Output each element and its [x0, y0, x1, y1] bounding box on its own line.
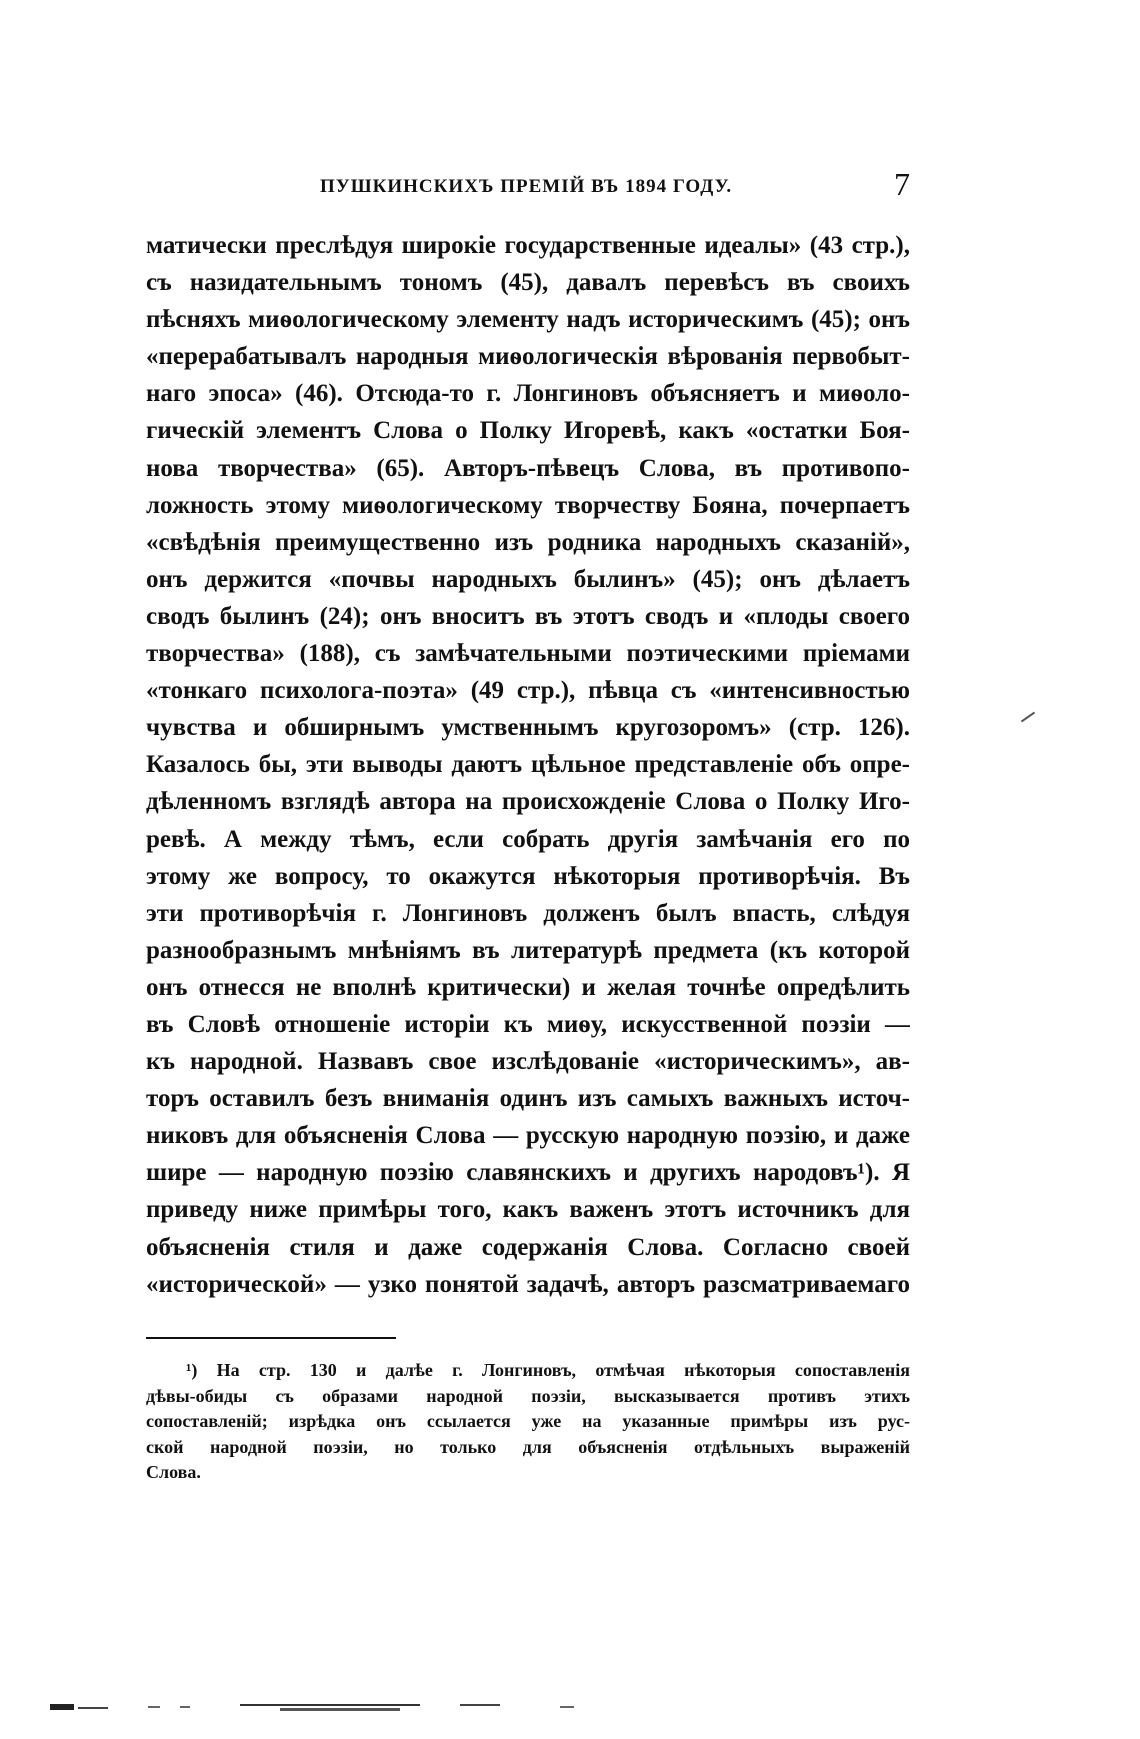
text-line: «тонкаго психолога-поэта» (49 стр.), пѣвца съ «интенсивностью — [146, 677, 910, 705]
scan-smudge — [50, 1704, 74, 1710]
text-line: шире — народную поэзію славянскихъ и другихъ народовъ¹). Я — [146, 1159, 910, 1187]
scan-smudge — [180, 1706, 190, 1708]
text-line: творчества» (188), съ замѣчательными поэтическими пріемами — [146, 640, 910, 668]
page-header — [150, 166, 910, 212]
scan-smudge — [280, 1708, 400, 1711]
text-line: пѣсняхъ миѳологическому элементу надъ историческимъ (45); онъ — [146, 306, 910, 334]
text-line: ложность этому миѳологическому творчеству Бояна, почерпаетъ — [146, 491, 910, 519]
text-line: сводъ былинъ (24); онъ вноситъ въ этотъ сводъ и «плоды своего — [146, 602, 910, 630]
text-line: «свѣдѣнія преимущественно изъ родника народныхъ сказаній», — [146, 528, 910, 556]
footnote-line: ¹) На стр. 130 и далѣе г. Лонгиновъ, отмѣчая нѣкоторыя сопоставленія — [186, 1360, 910, 1380]
text-line: матически преслѣдуя широкіе государственные идеалы» (43 стр.), — [146, 232, 910, 259]
text-line: ревѣ. А между тѣмъ, если собрать другія замѣчанія его по — [146, 825, 910, 853]
scan-smudge — [460, 1704, 500, 1706]
text-line: къ народной. Назвавъ свое изслѣдованіе «историческимъ», ав- — [146, 1048, 910, 1076]
text-line: этому же вопросу, то окажутся нѣкоторыя противорѣчія. Въ — [146, 862, 910, 890]
footnote-divider — [146, 1337, 396, 1339]
text-line: приведу ниже примѣры того, какъ важенъ этотъ источникъ для — [146, 1196, 910, 1224]
text-line: эти противорѣчія г. Лонгиновъ долженъ былъ впасть, слѣдуя — [146, 899, 910, 927]
text-line: чувства и обширнымъ умственнымъ кругозоромъ» (стр. 126). — [146, 714, 910, 742]
scan-smudge — [560, 1706, 574, 1708]
text-line: въ Словѣ отношеніе исторіи къ миѳу, искусственной поэзіи — — [146, 1010, 910, 1038]
text-line: гическій элементъ Слова о Полку Игоревѣ, какъ «остатки Боя- — [146, 417, 910, 445]
main-text — [146, 227, 910, 1303]
footnote-line: дѣвы-обиды съ образами народной поэзіи, высказывается противъ этихъ — [146, 1385, 910, 1406]
text-line: съ назидательнымъ тономъ (45), давалъ перевѣсъ въ своихъ — [146, 269, 910, 297]
stray-pen-mark — [1021, 712, 1035, 723]
text-line: «исторической» — узко понятой задачѣ, авторъ разсматриваемаго — [146, 1270, 910, 1298]
text-line: нова творчества» (65). Авторъ-пѣвецъ Слова, въ противопо- — [146, 454, 910, 482]
text-line: объясненія стиля и даже содержанія Слова. Согласно своей — [146, 1233, 910, 1261]
scan-smudge — [78, 1707, 108, 1709]
text-line: никовъ для объясненія Слова — русскую народную поэзію, и даже — [146, 1122, 910, 1150]
footnote — [146, 1358, 910, 1486]
footnote-line: Слова. — [146, 1462, 201, 1482]
text-line: «перерабатывалъ народныя миѳологическія вѣрованія первобыт- — [146, 343, 910, 371]
text-line: наго эпоса» (46). Отсюда-то г. Лонгиновъ объясняетъ и миѳоло- — [146, 380, 910, 408]
page-number: 7 — [894, 166, 910, 202]
text-line: онъ отнесся не вполнѣ критически) и желая точнѣе опредѣлить — [146, 973, 910, 1001]
text-line: онъ держится «почвы народныхъ былинъ» (45); онъ дѣлаетъ — [146, 565, 910, 593]
text-line: торъ оставилъ безъ вниманія одинъ изъ самыхъ важныхъ источ- — [146, 1085, 910, 1113]
scan-artifacts — [40, 1690, 600, 1720]
text-line: Казалось бы, эти выводы даютъ цѣльное представленіе объ опре- — [146, 751, 910, 779]
footnote-line: сопоставленій; изрѣдка онъ ссылается уже на указанные примѣры изъ рус- — [146, 1411, 910, 1431]
footnote-line: ской народной поэзіи, но только для объясненія отдѣльныхъ выраженій — [146, 1436, 910, 1457]
scan-smudge — [240, 1704, 420, 1706]
text-line: разнообразнымъ мнѣніямъ въ литературѣ предмета (къ которой — [146, 936, 910, 964]
running-title: ПУШКИНСКИХЪ ПРЕМІЙ ВЪ 1894 ГОДУ. — [320, 176, 733, 197]
text-line: дѣленномъ взглядѣ автора на происхожденіе Слова о Полку Иго- — [146, 788, 910, 816]
scan-smudge — [148, 1706, 160, 1708]
